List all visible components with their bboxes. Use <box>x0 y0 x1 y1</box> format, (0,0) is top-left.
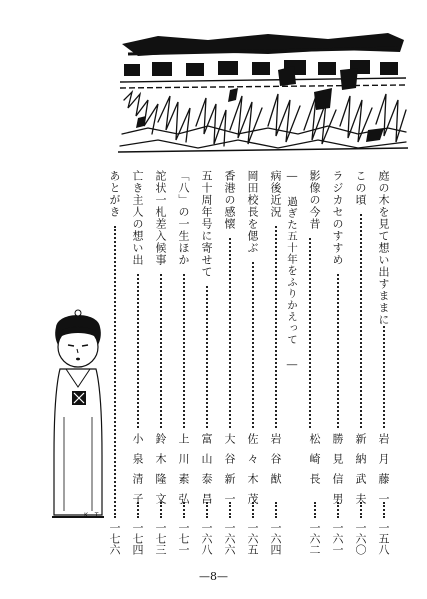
toc-page: 一六六 <box>223 522 236 555</box>
leader-dots <box>206 286 208 428</box>
toc-title: 岡田校長を偲ぶ <box>246 170 259 254</box>
leader-dots <box>160 274 162 428</box>
toc-author: 松崎長 <box>308 433 321 493</box>
toc-title: この頃 <box>354 170 367 206</box>
illustrator-signature: K. T. <box>84 512 102 519</box>
leader-dots <box>252 262 254 428</box>
leader-dots <box>183 274 185 428</box>
toc-entry-11 <box>127 170 150 560</box>
toc-page: 一六四 <box>269 522 282 555</box>
toc-entry-3 <box>327 170 350 560</box>
leader-dots <box>360 502 362 518</box>
toc-page: 一六五 <box>246 522 259 555</box>
leader-dots <box>137 502 139 518</box>
toc-subtitle: ― 過ぎた五十年をふりかえって ― <box>286 170 298 372</box>
leader-dots <box>360 214 362 428</box>
toc-title: あとがき <box>108 170 121 218</box>
toc-author: 小泉清子 <box>131 433 144 513</box>
leader-dots <box>229 502 231 518</box>
leader-dots <box>183 502 185 518</box>
toc-author: 新納武夫 <box>354 433 367 513</box>
toc-title: ラジカセのすすめ <box>331 170 344 266</box>
toc-page: 一七一 <box>177 522 190 555</box>
toc-title: 庭の木を見て想い出すままに <box>377 170 390 326</box>
leader-dots <box>337 274 339 428</box>
brush-illustration <box>118 30 408 155</box>
table-of-contents <box>108 170 396 560</box>
toc-title: 病後近況 <box>269 170 282 218</box>
leader-dots <box>229 238 231 428</box>
leader-dots <box>383 502 385 518</box>
leader-dots <box>337 502 339 518</box>
toc-entry-7 <box>219 170 242 560</box>
toc-entry-4 <box>304 170 327 560</box>
toc-entry-8 <box>196 170 219 560</box>
leader-dots <box>309 238 311 428</box>
toc-author: 岩谷猷 <box>269 433 282 493</box>
toc-author: 大谷新一 <box>223 433 236 513</box>
toc-author: 上川素弘 <box>177 433 190 513</box>
toc-author: 佐々木茂 <box>246 433 259 513</box>
toc-author: 鈴木隆文 <box>154 433 167 513</box>
leader-dots <box>160 502 162 518</box>
toc-page: 一六〇 <box>354 522 367 555</box>
toc-author: 岩月藤一 <box>377 433 390 513</box>
toc-entry-2 <box>350 170 373 560</box>
toc-page: 一五八 <box>377 522 390 555</box>
kokeshi-doll-illustration <box>28 305 128 530</box>
leader-dots <box>383 326 385 428</box>
leader-dots <box>206 502 208 518</box>
toc-page: 一七三 <box>154 522 167 555</box>
toc-page: 一六二 <box>308 522 321 555</box>
toc-title: 亡き主人の想い出 <box>131 170 144 266</box>
leader-dots <box>314 502 316 518</box>
page-number: —8— <box>199 570 228 583</box>
toc-title: 香港の感懐 <box>223 170 236 230</box>
toc-title: 詑状一札差入候事 <box>154 170 167 266</box>
toc-author: 勝見信男 <box>331 433 344 513</box>
toc-page: 一七六 <box>108 522 121 555</box>
leader-dots <box>252 502 254 518</box>
toc-page: 一六一 <box>331 522 344 555</box>
leader-dots <box>275 226 277 428</box>
leader-dots <box>275 502 277 518</box>
toc-page: 一六八 <box>200 522 213 555</box>
leader-dots <box>137 274 139 428</box>
toc-author: 富山泰昌 <box>200 433 213 513</box>
toc-title: 「八」の一生ほか <box>177 170 190 266</box>
toc-title: 影像の今昔 <box>308 170 321 230</box>
toc-page: 一七四 <box>131 522 144 555</box>
toc-entry-6 <box>242 170 265 560</box>
toc-entry-5 <box>265 170 288 560</box>
toc-entry-1 <box>373 170 396 560</box>
toc-title: 五十周年号に寄せて <box>200 170 213 278</box>
toc-entry-10 <box>150 170 173 560</box>
toc-entry-9 <box>173 170 196 560</box>
